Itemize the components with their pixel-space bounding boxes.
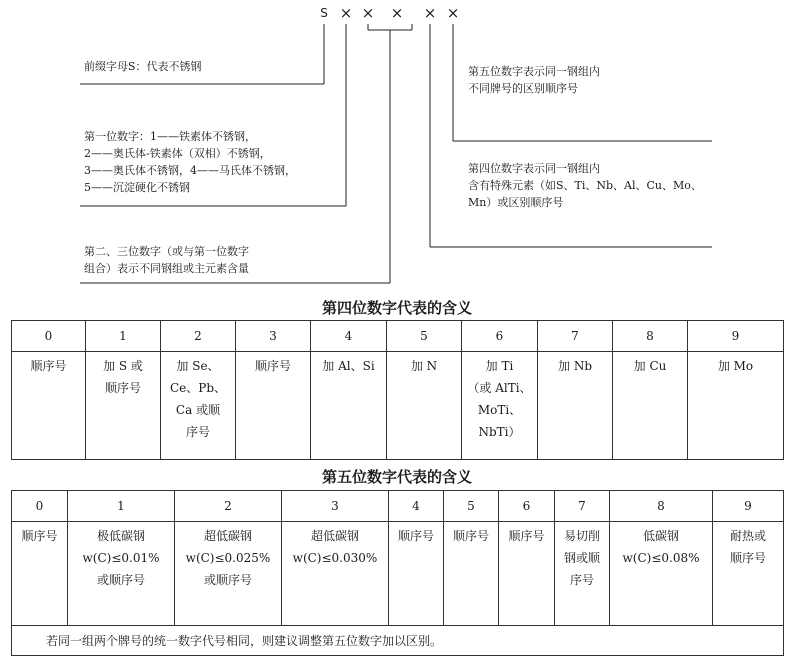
table5-note: 若同一组两个牌号的统一数字代号相同，则建议调整第五位数字加以区别。 <box>12 626 784 656</box>
table5-header-cell: 7 <box>555 491 610 522</box>
code-digit-5: × <box>446 4 460 22</box>
table4-header-cell: 1 <box>86 321 161 352</box>
table4-header-cell: 8 <box>613 321 688 352</box>
table5-note-row <box>12 626 784 656</box>
table4-cell: 加 Nb <box>538 352 613 460</box>
table5-cell: 极低碳钢 w(C)≤0.01% 或顺序号 <box>68 522 175 626</box>
table-fourth-digit <box>11 320 784 460</box>
table5-cell: 超低碳钢 w(C)≤0.030% <box>282 522 389 626</box>
table4-header-cell: 0 <box>12 321 86 352</box>
table4-cell: 加 Al、Si <box>311 352 387 460</box>
table4-cell: 加 N <box>387 352 462 460</box>
table5-header-cell: 5 <box>444 491 499 522</box>
table4-cell: 加 S 或 顺序号 <box>86 352 161 460</box>
code-digit-4: × <box>423 4 437 22</box>
table4-cell: 加 Se、 Ce、Pb、 Ca 或顺 序号 <box>161 352 236 460</box>
table4-header-cell: 7 <box>538 321 613 352</box>
table5-cell: 超低碳钢 w(C)≤0.025% 或顺序号 <box>175 522 282 626</box>
table5-cell: 顺序号 <box>499 522 555 626</box>
label-fifth-digit: 第五位数字表示同一钢组内 不同牌号的区别顺序号 <box>468 65 600 95</box>
table4-header-cell: 9 <box>688 321 784 352</box>
table4-title: 第四位数字代表的含义 <box>321 299 472 317</box>
table4-cell: 加 Mo <box>688 352 784 460</box>
table5-header-cell: 4 <box>389 491 444 522</box>
table5-cell: 顺序号 <box>444 522 499 626</box>
table4-header-cell: 5 <box>387 321 462 352</box>
label-prefix: 前缀字母S：代表不锈钢 <box>84 60 202 73</box>
table4-header-cell: 2 <box>161 321 236 352</box>
table4-cell: 加 Cu <box>613 352 688 460</box>
table5-header-cell: 1 <box>68 491 175 522</box>
table5-header-cell: 3 <box>282 491 389 522</box>
table4-cell: 顺序号 <box>236 352 311 460</box>
table4-header-cell: 6 <box>462 321 538 352</box>
table5-cell: 易切削 钢或顺 序号 <box>555 522 610 626</box>
table5-cell: 耐热或 顺序号 <box>713 522 784 626</box>
table5-cell: 顺序号 <box>12 522 68 626</box>
code-digit-1: × <box>339 4 353 22</box>
table5-cell: 低碳钢 w(C)≤0.08% <box>610 522 713 626</box>
table5-header-cell: 8 <box>610 491 713 522</box>
label-second-third-digit: 第二、三位数字（或与第一位数字 组合）表示不同钢组或主元素含量 <box>84 245 249 275</box>
table5-header-cell: 2 <box>175 491 282 522</box>
code-digit-3: × <box>390 4 404 22</box>
code-digit-2: × <box>361 4 375 22</box>
table4-header-row <box>12 321 784 352</box>
table4-cell: 顺序号 <box>12 352 86 460</box>
table4-header-cell: 4 <box>311 321 387 352</box>
table-fifth-digit <box>11 490 784 656</box>
table4-header-cell: 3 <box>236 321 311 352</box>
table4-body-row <box>12 352 784 460</box>
label-first-digit: 第一位数字：1——铁素体不锈钢， 2——奥氏体-铁素体（双相）不锈钢， 3——奥氏体不锈钢，4——马氏体不锈钢， 5——沉淀硬化不锈钢 <box>84 130 296 194</box>
table5-title: 第五位数字代表的含义 <box>321 468 472 486</box>
table5-header-cell: 9 <box>713 491 784 522</box>
table5-cell: 顺序号 <box>389 522 444 626</box>
table5-header-cell: 6 <box>499 491 555 522</box>
code-prefix-letter: S <box>320 6 328 20</box>
table5-header-row <box>12 491 784 522</box>
table5-body-row <box>12 522 784 626</box>
table5-header-cell: 0 <box>12 491 68 522</box>
label-fourth-digit: 第四位数字表示同一钢组内 含有特殊元素（如S、Ti、Nb、Al、Cu、Mo、 Mn）或区别顺序号 <box>468 162 702 209</box>
table4-cell: 加 Ti （或 AlTi、 MoTi、 NbTi） <box>462 352 538 460</box>
